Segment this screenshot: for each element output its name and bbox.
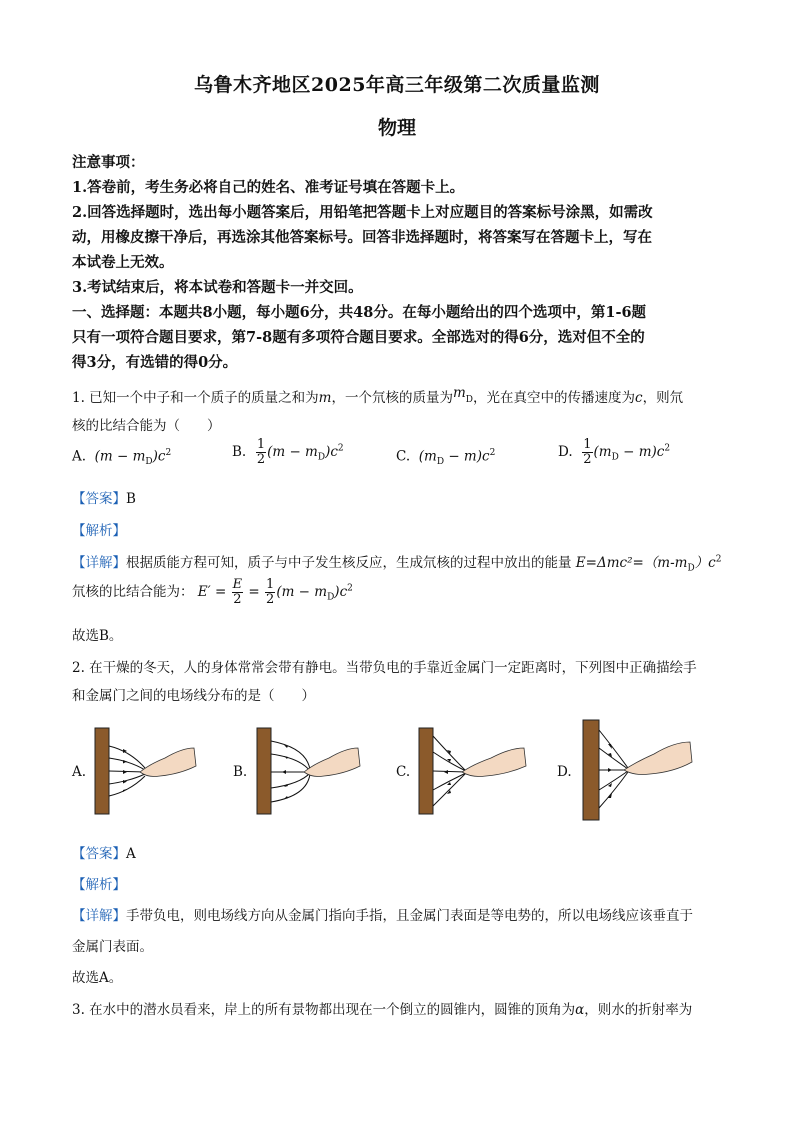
q2-detail-line-2: 金属门表面。 bbox=[72, 939, 153, 955]
q1-answer: 【答案】B bbox=[72, 491, 136, 507]
q1-stem-line-2: 核的比结合能为（ ） bbox=[72, 418, 221, 434]
q2-analysis-label: 【解析】 bbox=[72, 877, 126, 893]
q2-figure-c bbox=[416, 726, 536, 816]
notice-item-3: 3.考试结束后，将本试卷和答题卡一并交回。 bbox=[72, 279, 363, 296]
q2-figure-a bbox=[90, 726, 200, 816]
q2-figure-d bbox=[580, 718, 700, 822]
q1-option-d[interactable]: D. $\frac{1}{2}$ $(m_D - m)c^2$ bbox=[558, 437, 671, 467]
section-1-line-2: 只有一项符合题目要求，第7-8题有多项符合题目要求。全部选对的得6分，选对但不全的 bbox=[72, 329, 645, 346]
q2-answer: 【答案】A bbox=[72, 846, 136, 862]
q2-figure-c-label[interactable]: C. bbox=[396, 764, 411, 780]
q2-figure-b bbox=[252, 726, 362, 816]
q1-option-a[interactable]: A. $(m - m_D)c^2$ bbox=[72, 448, 172, 468]
q1-stem-line-1: 1. 已知一个中子和一个质子的质量之和为m，一个氘核的质量为$m_D$，光在真空中的传播速度为c，则氘 bbox=[72, 385, 684, 406]
q1-option-c[interactable]: C. $(m_D - m)c^2$ bbox=[396, 448, 496, 468]
subject-title: 物理 bbox=[377, 117, 416, 139]
notice-item-2-line-3: 本试卷上无效。 bbox=[72, 254, 174, 271]
q1-conclusion: 故选B。 bbox=[72, 628, 123, 644]
q1-detail-line-2: 氘核的比结合能为： E′ = $\frac{E}{2}$ = $\frac{1}{2}$ $(m - m_D)c^2$ bbox=[72, 577, 353, 607]
q2-figure-b-label[interactable]: B. bbox=[233, 764, 248, 780]
notice-item-1: 1.答卷前，考生务必将自己的姓名、准考证号填在答题卡上。 bbox=[72, 179, 465, 196]
q2-figure-a-label[interactable]: A. bbox=[72, 764, 87, 780]
q1-analysis-label: 【解析】 bbox=[72, 523, 126, 539]
q2-conclusion: 故选A。 bbox=[72, 970, 123, 986]
q3-stem-line-1: 3. 在水中的潜水员看来，岸上的所有景物都出现在一个倒立的圆锥内，圆锥的顶角为α，则水的折射率为 bbox=[72, 1002, 693, 1018]
notice-item-2-line-1: 2.回答选择题时，选出每小题答案后，用铅笔把答题卡上对应题目的答案标号涂黑，如需改 bbox=[72, 204, 653, 221]
q2-stem-line-1: 2. 在干燥的冬天，人的身体常常会带有静电。当带负电的手靠近金属门一定距离时，下列图中正确描绘手 bbox=[72, 660, 697, 676]
q2-detail-line-1: 【详解】手带负电，则电场线方向从金属门指向手指，且金属门表面是等电势的，所以电场线应该垂直于 bbox=[72, 908, 693, 924]
q2-stem-line-2: 和金属门之间的电场线分布的是（ ） bbox=[72, 688, 315, 704]
notice-item-2-line-2: 动，用橡皮擦干净后，再选涂其他答案标号。回答非选择题时，将答案写在答题卡上，写在 bbox=[72, 229, 652, 246]
notice-heading: 注意事项： bbox=[72, 154, 145, 171]
q1-detail-line-1: 【详解】根据质能方程可知，质子与中子发生核反应，生成氘核的过程中放出的能量 $E=\Delta mc^2=(m-m_D)c^2$ bbox=[72, 554, 722, 574]
section-1-line-3: 得3分，有选错的得0分。 bbox=[72, 354, 238, 371]
q1-option-b[interactable]: B. $\frac{1}{2}$ $(m - m_D)c^2$ bbox=[232, 437, 344, 467]
section-1-line-1: 一、选择题：本题共8小题，每小题6分，共48分。在每小题给出的四个选项中，第1-6题 bbox=[72, 304, 647, 321]
q2-figure-d-label[interactable]: D. bbox=[557, 764, 572, 780]
page-title: 乌鲁木齐地区2025年高三年级第二次质量监测 bbox=[194, 74, 600, 96]
